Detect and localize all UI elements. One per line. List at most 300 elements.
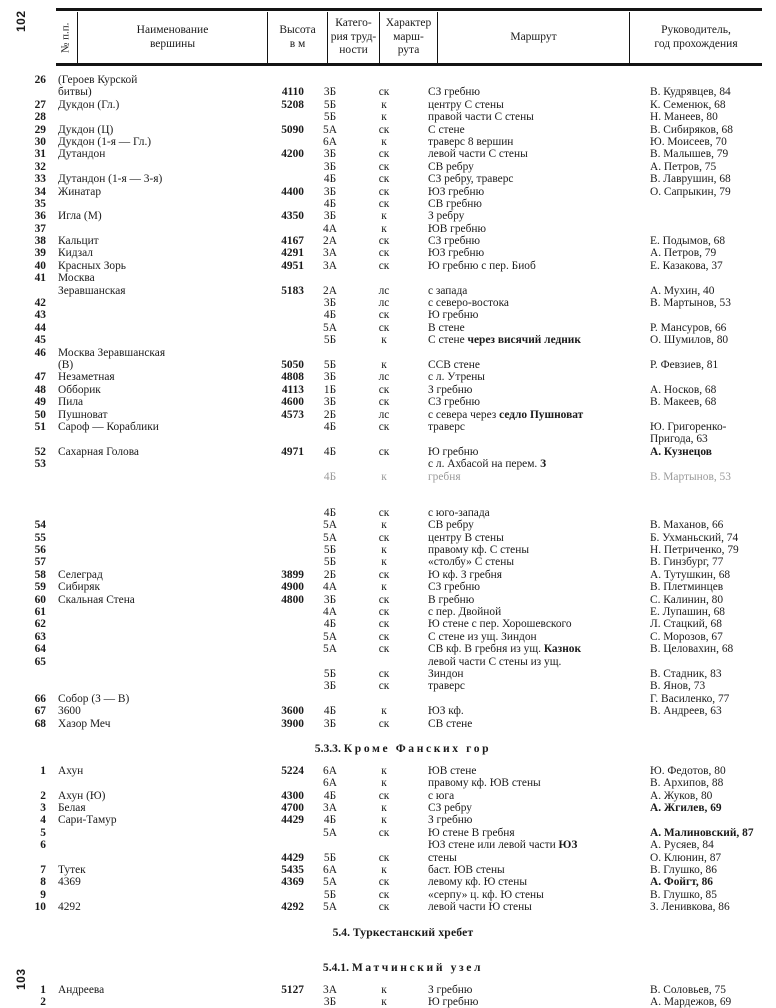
row-altitude bbox=[242, 223, 304, 235]
row-peak-name: Селеград bbox=[58, 568, 103, 581]
row-leader bbox=[644, 223, 776, 235]
column-header-peak-name-line2: вершины bbox=[149, 37, 196, 50]
row-route-character: ск bbox=[378, 197, 390, 210]
row-category: 5А bbox=[323, 519, 337, 532]
folio-page-number-top: 102 bbox=[14, 10, 28, 32]
row-altitude: 5127 bbox=[281, 983, 304, 996]
row-route: с севера через седло Пушноват bbox=[428, 408, 584, 421]
row-route-character: ск bbox=[378, 321, 390, 334]
row-leader: Н. Петриченко, 79 bbox=[650, 544, 739, 557]
row-route bbox=[412, 693, 644, 705]
row-route-character: к bbox=[381, 334, 387, 347]
column-header-number-label: № п.п. bbox=[59, 22, 72, 53]
row-number: 47 bbox=[34, 371, 46, 384]
row-peak-name: Москва Зеравшанская bbox=[58, 346, 166, 359]
row-category: 5А bbox=[323, 630, 337, 643]
table-row bbox=[0, 111, 776, 123]
table-row bbox=[0, 519, 776, 531]
row-number: 66 bbox=[34, 692, 46, 705]
row-leader: К. Семенюк, 68 bbox=[650, 98, 726, 111]
row-route-character: к bbox=[381, 98, 387, 111]
row-altitude: 3900 bbox=[281, 717, 304, 730]
row-category: 3Б bbox=[323, 371, 337, 384]
row-category: 5А bbox=[323, 643, 337, 656]
table-row bbox=[0, 421, 776, 433]
table-row bbox=[0, 210, 776, 222]
row-number: 31 bbox=[34, 148, 46, 161]
row-route: траверс 8 вершин bbox=[428, 135, 514, 148]
row-number: 29 bbox=[34, 123, 46, 136]
table-row bbox=[0, 161, 776, 173]
row-route: З гребню bbox=[428, 983, 473, 996]
row-route: с л. Утрены bbox=[428, 371, 485, 384]
row-altitude bbox=[242, 680, 304, 692]
row-leader: В. Сибиряков, 68 bbox=[650, 123, 733, 136]
row-route-character bbox=[356, 347, 412, 359]
row-leader: А. Тутушкин, 68 bbox=[650, 568, 731, 581]
row-leader: В. Кудрявцев, 84 bbox=[650, 86, 731, 99]
row-peak-name: Сахарная Голова bbox=[58, 445, 139, 458]
row-leader: В. Соловьев, 75 bbox=[650, 983, 726, 996]
row-altitude bbox=[242, 777, 304, 789]
row-leader: А. Петров, 79 bbox=[650, 247, 717, 260]
row-altitude bbox=[242, 272, 304, 284]
row-altitude bbox=[242, 519, 304, 531]
row-route: Ю гребню bbox=[428, 445, 479, 458]
row-peak-name bbox=[46, 471, 242, 483]
row-route-character: к bbox=[381, 111, 387, 124]
row-peak-name bbox=[46, 852, 242, 864]
row-route bbox=[412, 347, 644, 359]
row-number: 1 bbox=[40, 983, 46, 996]
row-peak-name: Сари-Тамур bbox=[58, 814, 117, 827]
row-route-character: ск bbox=[378, 160, 390, 173]
row-altitude bbox=[242, 556, 304, 568]
table-row bbox=[0, 718, 776, 730]
row-number: 49 bbox=[34, 396, 46, 409]
row-altitude: 4291 bbox=[281, 247, 304, 260]
table-body bbox=[0, 74, 776, 1008]
row-altitude: 4429 bbox=[281, 814, 304, 827]
row-number: 2 bbox=[40, 789, 46, 802]
table-row bbox=[0, 618, 776, 630]
row-altitude bbox=[242, 827, 304, 839]
row-number bbox=[0, 777, 46, 789]
table-row bbox=[0, 384, 776, 396]
row-altitude: 3600 bbox=[281, 705, 304, 718]
row-category: 4Б bbox=[323, 420, 337, 433]
section-heading-text: Туркестанский хребет bbox=[352, 925, 474, 939]
row-category: 5А bbox=[323, 531, 337, 544]
folio-page-number-bottom: 103 bbox=[14, 968, 28, 990]
row-peak-name: Дукдон (Ц) bbox=[58, 123, 114, 136]
row-spacer bbox=[0, 974, 776, 984]
row-altitude: 4113 bbox=[281, 383, 304, 396]
row-category: 4Б bbox=[323, 814, 337, 827]
table-row bbox=[0, 235, 776, 247]
row-leader: А. Мардежов, 69 bbox=[650, 996, 732, 1008]
row-category: 5А bbox=[323, 876, 337, 889]
row-altitude: 5224 bbox=[281, 764, 304, 777]
row-altitude bbox=[242, 433, 304, 445]
column-header-leader-line1: Руководитель, bbox=[661, 23, 731, 36]
row-route bbox=[412, 74, 644, 86]
row-route: СЗ ребру, траверс bbox=[428, 173, 514, 186]
row-altitude bbox=[242, 507, 304, 519]
row-peak-name bbox=[46, 334, 242, 346]
row-number: 7 bbox=[40, 864, 46, 877]
row-peak-name bbox=[46, 656, 242, 668]
row-route-character: к bbox=[381, 764, 387, 777]
row-route: левой части Ю стены bbox=[428, 901, 532, 914]
row-number: 52 bbox=[34, 445, 46, 458]
row-leader: В. Архипов, 88 bbox=[650, 777, 724, 790]
row-category: 3Б bbox=[323, 210, 337, 223]
table-row bbox=[0, 334, 776, 346]
row-altitude: 5183 bbox=[281, 284, 304, 297]
row-category: 5Б bbox=[323, 544, 337, 557]
row-leader: С. Морозов, 67 bbox=[650, 630, 723, 643]
row-altitude: 4350 bbox=[281, 210, 304, 223]
section-heading-number: 5.3.3. bbox=[314, 741, 344, 755]
row-category: 5Б bbox=[323, 556, 337, 569]
row-number: 44 bbox=[34, 321, 46, 334]
section-heading-number: 5.4.1. bbox=[322, 960, 352, 974]
table-row bbox=[0, 693, 776, 705]
row-category bbox=[304, 839, 356, 851]
table-row bbox=[0, 272, 776, 284]
row-number: 4 bbox=[40, 814, 46, 827]
table-row bbox=[0, 765, 776, 777]
row-number: 1 bbox=[40, 764, 46, 777]
row-category: 3А bbox=[323, 259, 337, 272]
row-altitude bbox=[242, 631, 304, 643]
row-route-character: к bbox=[381, 864, 387, 877]
row-leader bbox=[644, 347, 776, 359]
row-category: 5А bbox=[323, 321, 337, 334]
row-route-character: ск bbox=[378, 445, 390, 458]
row-altitude bbox=[242, 111, 304, 123]
row-leader: С. Калинин, 80 bbox=[650, 593, 724, 606]
row-peak-name bbox=[46, 198, 242, 210]
row-category: 5А bbox=[323, 826, 337, 839]
row-peak-name: (Героев Курской bbox=[58, 74, 138, 86]
row-number: 43 bbox=[34, 309, 46, 322]
table-row bbox=[0, 458, 776, 470]
row-route-character: ск bbox=[378, 618, 390, 631]
row-route: Ю гребню с пер. Биоб bbox=[428, 259, 536, 272]
row-altitude: 5208 bbox=[281, 98, 304, 111]
row-leader: Г. Василенко, 77 bbox=[650, 692, 730, 705]
row-leader bbox=[644, 458, 776, 470]
row-number: 33 bbox=[34, 173, 46, 186]
table-row bbox=[0, 148, 776, 160]
row-route-character: к bbox=[381, 705, 387, 718]
row-number bbox=[0, 507, 46, 519]
table-row bbox=[0, 901, 776, 913]
row-route: Зиндон bbox=[428, 667, 464, 680]
row-category: 4А bbox=[323, 606, 337, 619]
table-row bbox=[0, 285, 776, 297]
row-category: 4А bbox=[323, 581, 337, 594]
row-route: З гребню bbox=[428, 814, 473, 827]
row-category: 3А bbox=[323, 983, 337, 996]
row-peak-name bbox=[46, 111, 242, 123]
row-altitude: 3899 bbox=[281, 568, 304, 581]
row-leader bbox=[644, 210, 776, 222]
row-route-character bbox=[356, 693, 412, 705]
row-altitude bbox=[242, 322, 304, 334]
table-row bbox=[0, 984, 776, 996]
row-peak-name bbox=[46, 839, 242, 851]
row-route: З гребню bbox=[428, 383, 473, 396]
row-route: СЗ гребню bbox=[428, 86, 480, 99]
row-route-character: к bbox=[381, 470, 387, 483]
row-number: 68 bbox=[34, 717, 46, 730]
row-leader: В. Плетминцев bbox=[650, 581, 724, 594]
row-category: 3Б bbox=[323, 86, 337, 99]
row-route: ЮВ гребню bbox=[428, 222, 486, 235]
row-peak-name bbox=[46, 643, 242, 655]
row-number: 65 bbox=[34, 655, 46, 668]
row-number: 41 bbox=[34, 272, 46, 285]
row-number: 40 bbox=[34, 259, 46, 272]
row-route-character bbox=[356, 839, 412, 851]
row-number: 60 bbox=[34, 593, 46, 606]
row-number: 3 bbox=[40, 802, 46, 815]
row-category: 4Б bbox=[323, 789, 337, 802]
row-peak-name: Жинатар bbox=[58, 185, 102, 198]
row-category: 3А bbox=[323, 802, 337, 815]
row-altitude: 4600 bbox=[281, 396, 304, 409]
row-peak-name bbox=[46, 996, 242, 1008]
row-number: 36 bbox=[34, 210, 46, 223]
row-number: 35 bbox=[34, 197, 46, 210]
row-number: 45 bbox=[34, 334, 46, 347]
table-row bbox=[0, 507, 776, 519]
row-category: 3А bbox=[323, 247, 337, 260]
row-leader: Р. Мансуров, 66 bbox=[650, 321, 727, 334]
row-leader: Ю. Федотов, 80 bbox=[650, 764, 726, 777]
table-row bbox=[0, 297, 776, 309]
row-peak-name: Кидзал bbox=[58, 247, 93, 260]
row-number: 26 bbox=[34, 74, 46, 86]
row-altitude: 5090 bbox=[281, 123, 304, 136]
row-altitude: 4800 bbox=[281, 593, 304, 606]
column-header-category bbox=[328, 12, 380, 63]
row-category: 4Б bbox=[323, 197, 337, 210]
row-leader: Ю. Григоренко- bbox=[650, 420, 727, 433]
row-peak-name: Ахун bbox=[58, 764, 84, 777]
row-category: 5А bbox=[323, 123, 337, 136]
row-altitude bbox=[242, 297, 304, 309]
row-route-emphasis: через висячий ледник bbox=[467, 334, 581, 347]
row-route: ЮЗ стене или левой части ЮЗ bbox=[428, 839, 578, 852]
row-route-character: к bbox=[381, 210, 387, 223]
row-route: В гребню bbox=[428, 593, 475, 606]
row-peak-name bbox=[46, 507, 242, 519]
row-category: 4Б bbox=[323, 705, 337, 718]
row-altitude: 4971 bbox=[281, 445, 304, 458]
row-number: 46 bbox=[34, 346, 46, 359]
row-route-character: ск bbox=[378, 630, 390, 643]
row-number: 51 bbox=[34, 420, 46, 433]
row-peak-name bbox=[46, 618, 242, 630]
row-spacer bbox=[0, 730, 776, 742]
column-header-category-line3: ности bbox=[339, 44, 368, 57]
row-peak-name bbox=[46, 606, 242, 618]
row-route: с пер. Двойной bbox=[428, 606, 502, 619]
row-category: 4Б bbox=[323, 445, 337, 458]
row-route-character: лс bbox=[378, 408, 390, 421]
row-altitude bbox=[242, 334, 304, 346]
row-altitude: 4808 bbox=[281, 371, 304, 384]
row-peak-name: Хазор Меч bbox=[58, 717, 111, 730]
row-leader: В. Андреев, 63 bbox=[650, 705, 722, 718]
column-header-route-character bbox=[380, 12, 438, 63]
row-route-character: к bbox=[381, 777, 387, 790]
row-peak-name: Кальцит bbox=[58, 235, 99, 248]
row-route-character: к bbox=[381, 544, 387, 557]
row-route-character: ск bbox=[378, 247, 390, 260]
row-leader: А. Русяев, 84 bbox=[650, 839, 714, 852]
row-route: правому кф. ЮВ стены bbox=[428, 777, 541, 790]
table-row bbox=[0, 223, 776, 235]
row-leader bbox=[644, 507, 776, 519]
table-row bbox=[0, 446, 776, 458]
row-number: 8 bbox=[40, 876, 46, 889]
row-peak-name: Ахун (Ю) bbox=[58, 789, 106, 802]
row-route: С стене через висячий ледник bbox=[428, 334, 581, 347]
row-route: баст. ЮВ стены bbox=[428, 864, 505, 877]
table-row bbox=[0, 594, 776, 606]
row-route: С стене bbox=[428, 123, 465, 136]
table-row bbox=[0, 705, 776, 717]
row-route: СВ ребру bbox=[428, 519, 474, 532]
table-row bbox=[0, 656, 776, 668]
row-category: 5Б bbox=[323, 98, 337, 111]
row-altitude bbox=[242, 656, 304, 668]
row-route-character: ск bbox=[378, 309, 390, 322]
row-leader: Е. Лупашин, 68 bbox=[650, 606, 725, 619]
row-spacer bbox=[0, 939, 776, 949]
row-category bbox=[304, 693, 356, 705]
row-route: СЗ ребру bbox=[428, 802, 472, 815]
row-peak-name bbox=[46, 827, 242, 839]
section-heading-text: Кроме Фанских гор bbox=[343, 741, 492, 755]
row-route: траверс bbox=[428, 420, 465, 433]
row-number: 50 bbox=[34, 408, 46, 421]
row-peak-name bbox=[46, 433, 242, 445]
table-row bbox=[0, 643, 776, 655]
table-row bbox=[0, 409, 776, 421]
row-altitude bbox=[242, 996, 304, 1008]
row-route-character: ск bbox=[378, 717, 390, 730]
table-row bbox=[0, 86, 776, 98]
table-row bbox=[0, 814, 776, 826]
row-number: 42 bbox=[34, 297, 46, 310]
row-altitude: 4400 bbox=[281, 185, 304, 198]
row-category: 4Б bbox=[323, 309, 337, 322]
row-category: 6А bbox=[323, 135, 337, 148]
row-route-character: к bbox=[381, 983, 387, 996]
table-row bbox=[0, 74, 776, 86]
row-number: 56 bbox=[34, 544, 46, 557]
row-leader: А. Малиновский, 87 bbox=[650, 826, 754, 839]
table-row bbox=[0, 309, 776, 321]
row-altitude: 4951 bbox=[281, 259, 304, 272]
row-number bbox=[0, 852, 46, 864]
row-route-character: к bbox=[381, 581, 387, 594]
column-header-leader-line2: год прохождения bbox=[654, 37, 738, 50]
table-row bbox=[0, 790, 776, 802]
row-peak-name: Собор (З — В) bbox=[58, 692, 130, 705]
row-number: 34 bbox=[34, 185, 46, 198]
row-peak-name: Скальная Стена bbox=[58, 593, 135, 606]
row-peak-name: Сибиряк bbox=[58, 581, 101, 594]
row-leader: А. Жуков, 80 bbox=[650, 789, 713, 802]
row-category: 5Б bbox=[323, 851, 337, 864]
column-header-route-character-line2: марш- bbox=[393, 30, 424, 43]
row-leader: Л. Стацкий, 68 bbox=[650, 618, 722, 631]
row-route: Ю кф. З гребня bbox=[428, 568, 502, 581]
row-route: правой части С стены bbox=[428, 111, 534, 124]
row-leader bbox=[644, 74, 776, 86]
row-number: 55 bbox=[34, 531, 46, 544]
table-row bbox=[0, 802, 776, 814]
row-route: СВ стене bbox=[428, 717, 473, 730]
table-header bbox=[56, 8, 762, 66]
row-category: 2А bbox=[323, 284, 337, 297]
row-category: 4Б bbox=[323, 470, 337, 483]
row-peak-name bbox=[46, 223, 242, 235]
table-row bbox=[0, 124, 776, 136]
column-header-altitude bbox=[268, 12, 328, 63]
row-altitude: 4573 bbox=[281, 408, 304, 421]
row-route: с северо-востока bbox=[428, 297, 509, 310]
row-route-character bbox=[356, 272, 412, 284]
row-leader bbox=[644, 409, 776, 421]
row-category: 5Б bbox=[323, 888, 337, 901]
row-altitude: 4110 bbox=[281, 86, 304, 99]
row-peak-name bbox=[46, 519, 242, 531]
row-spacer bbox=[0, 949, 776, 961]
row-peak-name: Игла (М) bbox=[58, 210, 102, 223]
table-row bbox=[0, 996, 776, 1008]
table-row bbox=[0, 876, 776, 888]
row-leader bbox=[644, 718, 776, 730]
row-leader: А. Петров, 75 bbox=[650, 160, 717, 173]
row-route-character: к bbox=[381, 556, 387, 569]
row-peak-name: Незаметная bbox=[58, 371, 115, 384]
row-peak-name bbox=[46, 668, 242, 680]
row-route: ЮЗ гребню bbox=[428, 247, 485, 260]
row-route-character: ск bbox=[378, 173, 390, 186]
row-route: с л. Ахбасой на перем. З bbox=[428, 458, 547, 471]
row-route-character: к bbox=[381, 519, 387, 532]
row-category: 3Б bbox=[323, 160, 337, 173]
table-row bbox=[0, 396, 776, 408]
column-header-route-label: Маршрут bbox=[510, 30, 557, 43]
row-peak-name: Красных Зорь bbox=[58, 259, 126, 272]
row-category bbox=[304, 272, 356, 284]
column-header-route bbox=[438, 12, 630, 63]
row-route: СЗ гребню bbox=[428, 235, 480, 248]
row-peak-name bbox=[46, 309, 242, 321]
row-category: 3Б bbox=[323, 593, 337, 606]
table-row bbox=[0, 852, 776, 864]
row-leader bbox=[644, 371, 776, 383]
